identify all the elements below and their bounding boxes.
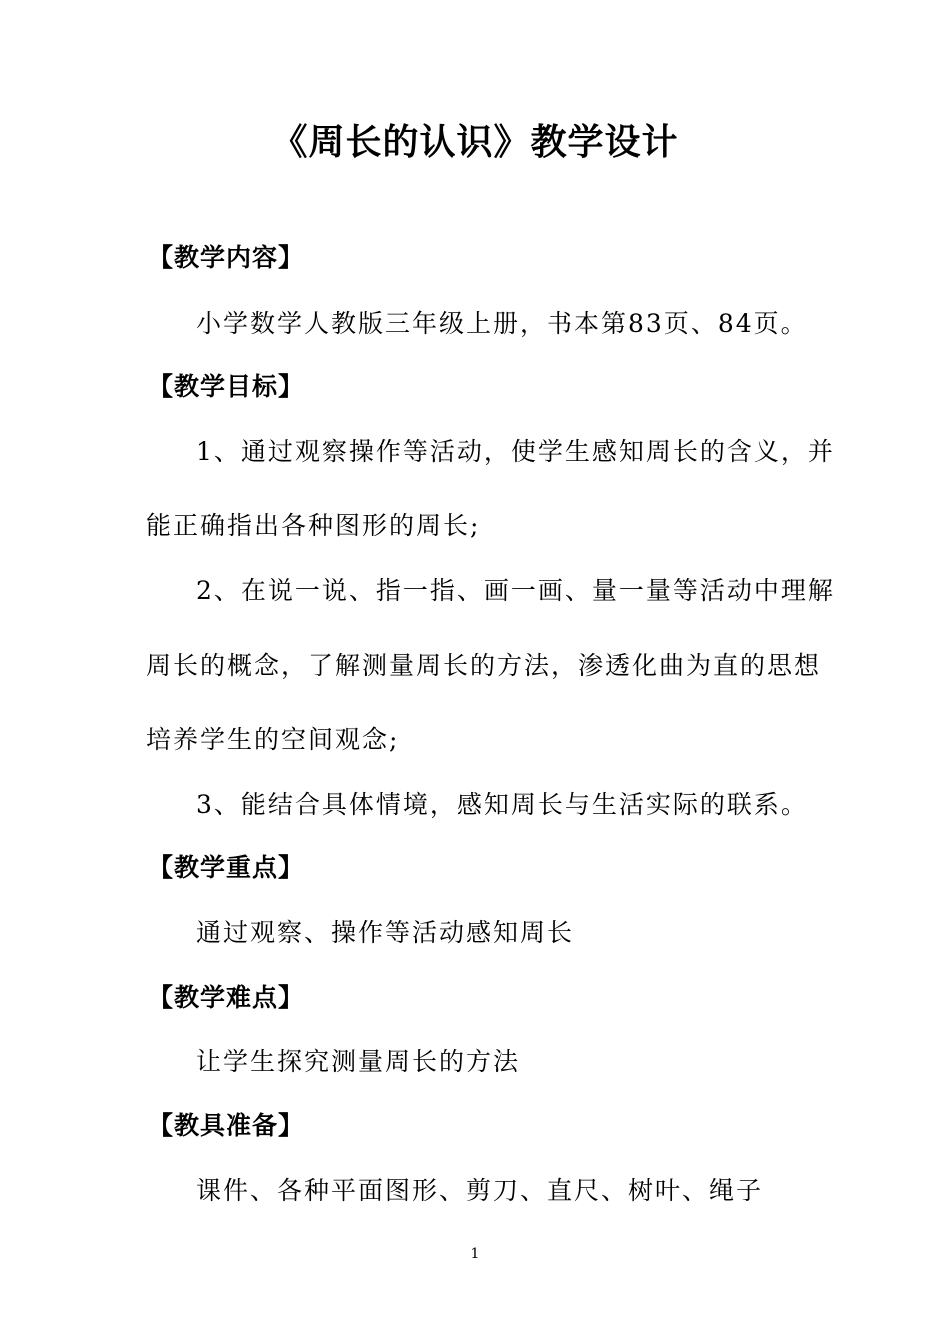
paragraph-line: 让学生探究测量周长的方法 [196, 1047, 521, 1076]
paragraph-line: 培养学生的空间观念; [146, 725, 400, 754]
paragraph-line: 2、在说一说、指一指、画一画、量一量等活动中理解 [196, 576, 835, 605]
paragraph-line: 1、通过观察操作等活动，使学生感知周长的含义，并 [196, 437, 835, 466]
paragraph-line: 3、能结合具体情境，感知周长与生活实际的联系。 [196, 790, 808, 819]
paragraph-line: 周长的概念，了解测量周长的方法，渗透化曲为直的思想 [146, 651, 822, 680]
document-title: 《周长的认识》教学设计 [271, 122, 679, 163]
paragraph-line: 小学数学人教版三年级上册，书本第83页、84页。 [196, 309, 808, 338]
section-heading-difficulties: 【教学难点】 [148, 983, 305, 1012]
section-heading-objectives: 【教学目标】 [148, 372, 305, 401]
page-number: 1 [470, 1246, 480, 1262]
paragraph-line: 能正确指出各种图形的周长; [146, 511, 481, 540]
paragraph-line: 通过观察、操作等活动感知周长 [196, 918, 575, 947]
paragraph-line: 课件、各种平面图形、剪刀、直尺、树叶、绳子 [196, 1176, 764, 1205]
section-heading-key-points: 【教学重点】 [148, 853, 305, 882]
section-heading-materials: 【教具准备】 [148, 1111, 305, 1140]
section-heading-content: 【教学内容】 [148, 243, 305, 272]
